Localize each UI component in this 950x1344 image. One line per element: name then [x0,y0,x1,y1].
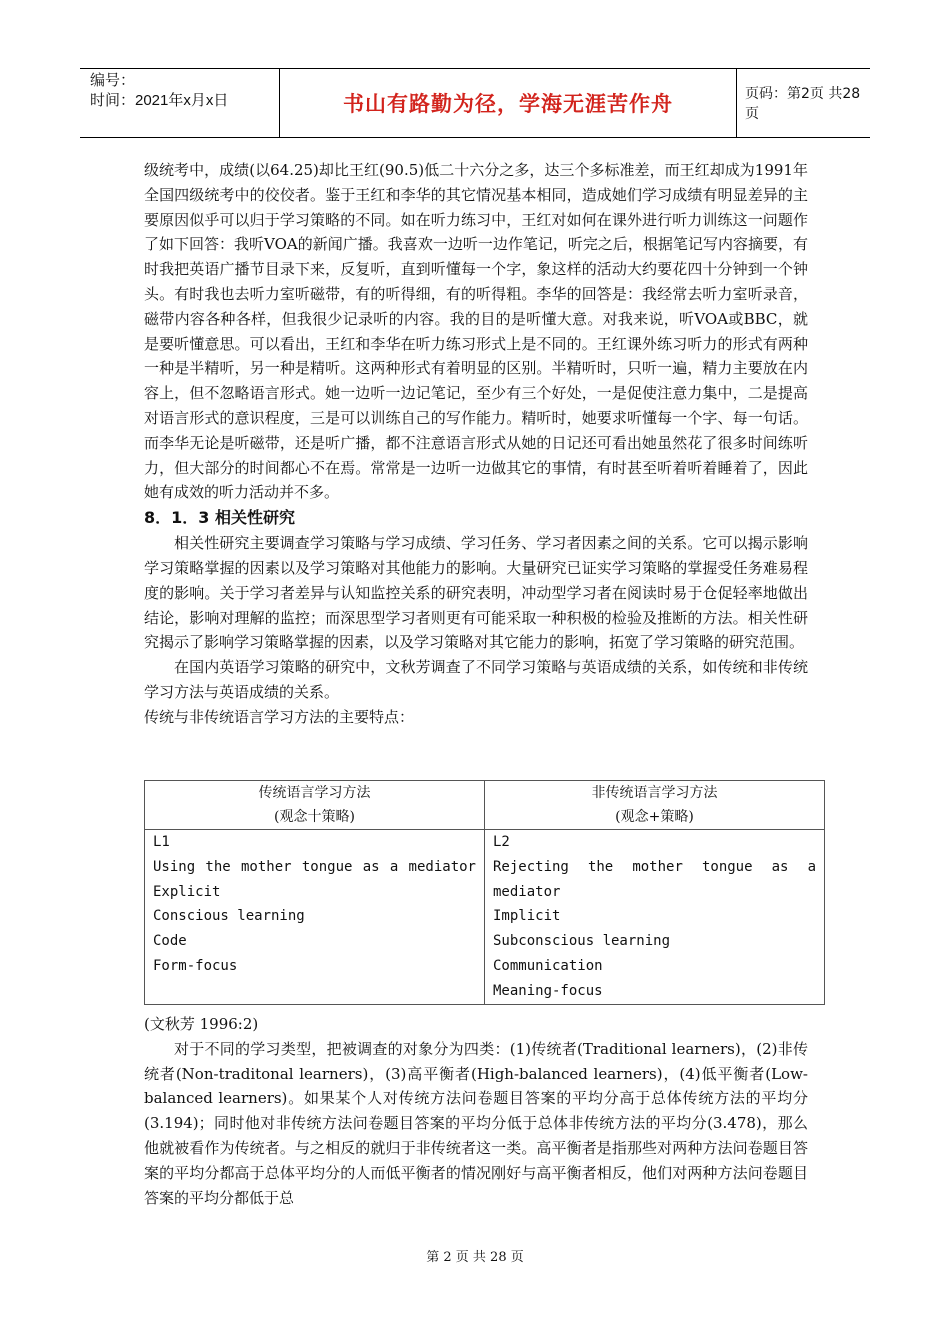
paragraph-continued: 级统考中，成绩(以64.25)却比王红(90.5)低二十六分之多，达三个多标准差，而王红却成为1991年全国四级统考中的佼佼者。鉴于王红和李华的其它情况基本相同，造成她们学习成绩有明显差异的主要原因似乎可以归于学习策略的不同。如在听力练习中，王红对如何在课外进行听力训练这一问题作了如下回答：我听VOA的新闻广播。我喜欢一边听一边作笔记，听完之后，根据笔记写内容摘要，有时我把英语广播节目录下来，反复听，直到听懂每一个字，象这样的活动大约要花四十分钟到一个钟头。有时我也去听力室听磁带，有的听得细，有的听得粗。李华的回答是：我经常去听力室听录音，磁带内容各种各样，但我很少记录听的内容。我的目的是听懂大意。对我来说，听VOA或BBC，就是要听懂意思。可以看出，王红和李华在听力练习形式上是不同的。王红课外练习听力的形式有两种一种是半精听，另一种是精听。这两种形式有着明显的区别。半精听时，只听一遍，精力主要放在内容上，但不忽略语言形式。她一边听一边记笔记，至少有三个好处，一是促使注意力集中，二是提高对语言形式的意识程度，三是可以训练自己的写作能力。精听时，她要求听懂每一个字、每一句话。而李华无论是听磁带，还是听广播，都不注意语言形式从她的日记还可看出她虽然花了很多时间练听力，但大部分的时间都心不在焉。常常是一边听一边做其它的事情，有时甚至听着听着睡着了，因此她有成效的听力活动并不多。 [144,161,808,502]
header-page-label: 页码：第2页 共28页 [745,86,861,122]
list-item: Using the mother tongue as a mediator [153,858,476,875]
header-meta [80,69,280,137]
list-item: L1 [153,834,170,850]
table-cell [485,830,825,1005]
header-motto: 书山有路勤为径，学海无涯苦作舟 [280,69,737,137]
table-header-row [145,781,825,830]
list-item: Explicit [153,883,221,900]
list-item: Meaning-focus [493,982,603,999]
list-item: Code [153,933,187,950]
main-text-bottom [144,1012,808,1210]
list-item: Communication [493,957,603,974]
list-item: Rejecting the mother tongue as a mediator [493,858,816,900]
page-header [80,68,870,138]
list-item: Implicit [493,908,561,925]
paragraph: 对于不同的学习类型，把被调查的对象分为四类：(1)传统者(Traditional learners)，(2)非传统者(Non-traditonal learners)，(3)高平衡者(High-balanced learners)，(4)低平衡者(Low-balanced learners)。如果某个人对传统方法问卷题目答案的平均分高于总体传统方法的平均分(3.194)；同时他对非传统方法问卷题目答案的平均分低于总体非传统方法的平均分(3.478)，那么他就被看作为传统者。与之相反的就归于非传统者这一类。高平衡者是指那些对两种方法问卷题目答案的平均分都高于总体平均分的人而低平衡者的情况刚好与高平衡者相反，他们对两种方法问卷题目答案的平均分都低于总 [144,1039,808,1207]
table-cell [145,830,485,1005]
table-caption: 传统与非传统语言学习方法的主要特点： [144,707,415,726]
paragraph: 在国内英语学习策略的研究中，文秋芳调查了不同学习策略与英语成绩的关系，如传统和非传统学习方法与英语成绩的关系。 [144,658,808,701]
section-heading: 8．1．3 相关性研究 [144,508,295,528]
col2-title: 非传统语言学习方法 [591,785,718,801]
table-header-cell [485,781,825,830]
list-item: Conscious learning [153,908,305,925]
document-number-label: 编号： [90,72,136,89]
main-text-top [144,158,808,730]
col1-subtitle: (观念十策略) [274,809,355,825]
comparison-table [144,780,825,1005]
list-item: Form-focus [153,957,238,974]
table-body-row [145,830,825,1005]
col2-subtitle: (观念+策略) [615,809,694,825]
table-header-cell [145,781,485,830]
col1-title: 传统语言学习方法 [258,785,371,801]
paragraph: 相关性研究主要调查学习策略与学习成绩、学习任务、学习者因素之间的关系。它可以揭示影响学习策略掌握的因素以及学习策略对其他能力的影响。大量研究已证实学习策略的掌握受任务难易程度的影响。关于学习者差异与认知监控关系的研究表明，冲动型学习者在阅读时易于仓促轻率地做出结论，影响对理解的监控；而深思型学习者则更有可能采取一种积极的检验及推断的方法。相关性研究揭示了影响学习策略掌握的因素，以及学习策略对其它能力的影响，拓宽了学习策略的研究范围。 [144,534,808,652]
page-footer: 第 2 页 共 28 页 [426,1250,524,1265]
document-time-label: 时间：2021年x月x日 [90,92,229,109]
list-item: Subconscious learning [493,933,671,950]
list-item: L2 [493,834,510,850]
citation: (文秋芳 1996:2) [144,1015,259,1033]
